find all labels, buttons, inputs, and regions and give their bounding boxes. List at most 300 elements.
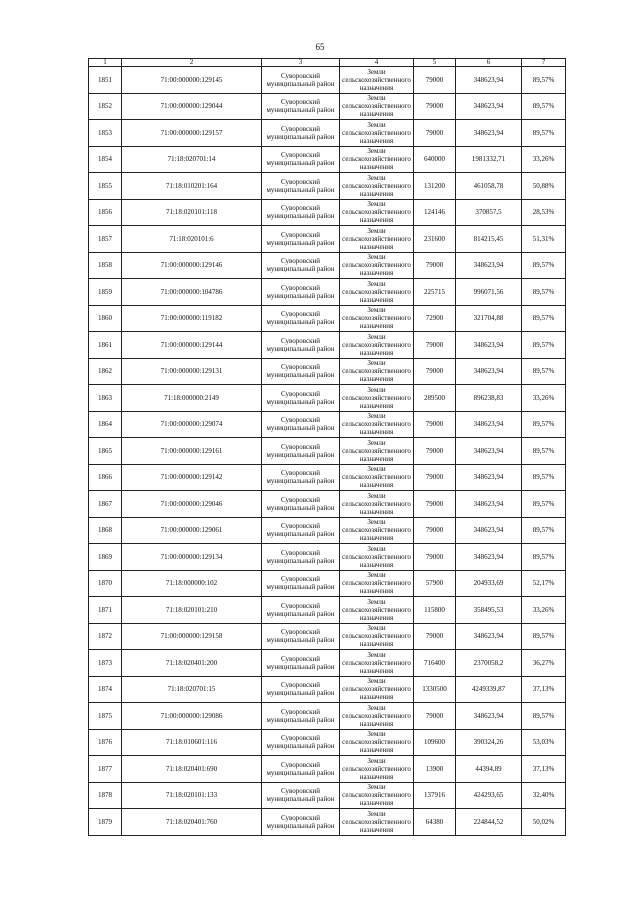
percentage-text: 37,13% [532,764,555,773]
cadastral-number-cell [122,67,262,94]
municipality-text: Суворовский муниципальный район [266,363,335,380]
percentage-text: 89,57% [532,420,555,429]
cadastral-value-cell [456,756,522,783]
land-category-text: Земли сельскохозяйственного назначения [342,385,411,410]
cadastral-value-text: 348623,94 [473,261,504,270]
land-category-text: Земли сельскохозяйственного назначения [342,730,411,755]
municipality-text: Суворовский муниципальный район [266,151,335,168]
cadastral-value-cell [456,676,522,703]
row-number-cell [89,782,122,809]
percentage-text: 37,13% [532,685,555,694]
cadastral-number-cell [122,597,262,624]
municipality-text: Суворовский муниципальный район [266,124,335,141]
cadastral-value-cell [456,623,522,650]
area-text: 79000 [425,367,444,376]
table-row [89,597,566,624]
percentage-text: 89,57% [532,632,555,641]
row-number-text: 1868 [98,526,112,535]
row-number-cell [89,676,122,703]
row-number-cell [89,517,122,544]
cadastral-number-text: 71:18:020101:6 [169,234,214,243]
municipality-text: Суворовский муниципальный район [266,495,335,512]
land-category-text: Земли сельскохозяйственного назначения [342,67,411,92]
cadastral-value-cell [456,703,522,730]
area-cell [414,332,456,359]
row-number-text: 1872 [98,632,112,641]
row-number-text: 1858 [98,261,112,270]
cadastral-value-text: 348623,94 [473,446,504,455]
cadastral-number-cell [122,199,262,226]
cadastral-value-cell [456,173,522,200]
cadastral-number-text: 71:00:000000:129134 [160,552,223,561]
table-row [89,676,566,703]
area-text: 137916 [424,791,445,800]
row-number-cell [89,623,122,650]
area-text: 131200 [424,181,445,190]
table-row [89,226,566,253]
land-category-text: Земли сельскохозяйственного назначения [342,173,411,198]
land-category-cell [340,279,414,306]
cadastral-number-text: 71:00:000000:129157 [160,128,223,137]
cadastral-value-text: 370857,5 [475,208,502,217]
percentage-cell [522,703,566,730]
cadastral-number-cell [122,438,262,465]
table-row [89,517,566,544]
row-number-cell [89,411,122,438]
municipality-text: Суворовский муниципальный район [266,442,335,459]
row-number-text: 1873 [98,658,112,667]
municipality-cell [262,120,340,147]
percentage-cell [522,597,566,624]
row-number-cell [89,385,122,412]
area-cell [414,729,456,756]
table-header-row [89,59,566,67]
table-row [89,93,566,120]
row-number-cell [89,226,122,253]
row-number-text: 1853 [98,128,112,137]
table-row [89,411,566,438]
column-header: 3 [262,59,340,67]
table-row [89,332,566,359]
table-row [89,544,566,571]
land-category-cell [340,252,414,279]
land-category-cell [340,756,414,783]
area-cell [414,570,456,597]
table-row [89,120,566,147]
row-number-text: 1870 [98,579,112,588]
percentage-text: 50,88% [532,181,555,190]
land-category-cell [340,544,414,571]
area-cell [414,199,456,226]
percentage-text: 89,57% [532,473,555,482]
table-row [89,650,566,677]
municipality-text: Суворовский муниципальный район [266,336,335,353]
table-row [89,703,566,730]
percentage-text: 89,57% [532,287,555,296]
area-text: 79000 [425,420,444,429]
row-number-cell [89,120,122,147]
land-category-cell [340,597,414,624]
area-text: 79000 [425,632,444,641]
row-number-text: 1866 [98,473,112,482]
cadastral-number-text: 71:00:000000:129044 [160,102,223,111]
table-row [89,385,566,412]
table-row [89,199,566,226]
area-text: 72900 [425,314,444,323]
cadastral-number-text: 71:18:010601:116 [165,738,218,747]
cadastral-number-text: 71:00:000000:129086 [160,711,223,720]
table-row [89,570,566,597]
cadastral-value-cell [456,438,522,465]
cadastral-value-text: 44394,89 [475,764,502,773]
cadastral-value-cell [456,411,522,438]
area-cell [414,782,456,809]
cadastral-value-cell [456,120,522,147]
land-category-text: Земли сельскохозяйственного назначения [342,518,411,543]
land-category-cell [340,332,414,359]
column-header: 5 [414,59,456,67]
row-number-cell [89,703,122,730]
cadastral-number-cell [122,146,262,173]
area-text: 225715 [424,287,445,296]
municipality-text: Суворовский муниципальный район [266,734,335,751]
cadastral-number-cell [122,729,262,756]
land-category-cell [340,146,414,173]
municipality-cell [262,756,340,783]
area-cell [414,491,456,518]
percentage-text: 89,57% [532,367,555,376]
cadastral-value-cell [456,809,522,836]
land-category-cell [340,67,414,94]
percentage-text: 89,57% [532,499,555,508]
percentage-text: 52,17% [532,579,555,588]
land-category-text: Земли сельскохозяйственного назначения [342,756,411,781]
cadastral-number-text: 71:00:000000:104786 [160,287,223,296]
cadastral-value-cell [456,597,522,624]
row-number-text: 1867 [98,499,112,508]
row-number-text: 1879 [98,817,112,826]
municipality-cell [262,597,340,624]
municipality-text: Суворовский муниципальный район [266,71,335,88]
cadastral-value-cell [456,332,522,359]
percentage-cell [522,438,566,465]
land-category-cell [340,464,414,491]
municipality-text: Суворовский муниципальный район [266,654,335,671]
cadastral-number-text: 71:18:020101:210 [165,605,218,614]
cadastral-value-cell [456,279,522,306]
row-number-text: 1861 [98,340,112,349]
land-category-cell [340,438,414,465]
cadastral-number-text: 71:18:020701:14 [167,155,216,164]
cadastral-value-cell [456,146,522,173]
land-category-text: Земли сельскохозяйственного назначения [342,597,411,622]
municipality-text: Суворовский муниципальный район [266,681,335,698]
cadastral-value-text: 348623,94 [473,367,504,376]
cadastral-number-text: 71:18:020101:118 [165,208,218,217]
land-category-cell [340,93,414,120]
cadastral-number-text: 71:18:000000:2149 [164,393,219,402]
cadastral-value-text: 348623,94 [473,632,504,641]
percentage-cell [522,491,566,518]
land-category-text: Земли сельскохозяйственного назначения [342,809,411,834]
table-row [89,358,566,385]
land-category-text: Земли сельскохозяйственного назначения [342,438,411,463]
municipality-cell [262,703,340,730]
cadastral-value-text: 224844,52 [473,817,504,826]
percentage-text: 89,57% [532,75,555,84]
area-cell [414,597,456,624]
cadastral-value-text: 390324,26 [473,738,504,747]
row-number-cell [89,597,122,624]
municipality-cell [262,252,340,279]
row-number-cell [89,570,122,597]
cadastral-number-text: 71:18:020401:690 [165,764,218,773]
area-cell [414,411,456,438]
percentage-cell [522,756,566,783]
percentage-text: 89,57% [532,128,555,137]
cadastral-value-cell [456,491,522,518]
land-category-cell [340,491,414,518]
percentage-cell [522,332,566,359]
municipality-cell [262,782,340,809]
land-category-cell [340,411,414,438]
percentage-text: 89,57% [532,261,555,270]
percentage-text: 28,53% [532,208,555,217]
row-number-text: 1855 [98,181,112,190]
percentage-cell [522,358,566,385]
municipality-text: Суворовский муниципальный район [266,601,335,618]
cadastral-number-text: 71:00:000000:129131 [160,367,223,376]
cadastral-number-text: 71:00:000000:129074 [160,420,223,429]
land-category-cell [340,305,414,332]
cadastral-number-cell [122,676,262,703]
cadastral-number-text: 71:00:000000:119182 [160,314,223,323]
row-number-text: 1864 [98,420,112,429]
area-text: 79000 [425,446,444,455]
municipality-text: Суворовский муниципальный район [266,813,335,830]
municipality-cell [262,332,340,359]
cadastral-value-text: 348623,94 [473,552,504,561]
land-category-cell [340,385,414,412]
cadastral-value-text: 348623,94 [473,711,504,720]
table-row [89,464,566,491]
municipality-text: Суворовский муниципальный район [266,416,335,433]
land-category-cell [340,173,414,200]
column-header: 1 [89,59,122,67]
row-number-cell [89,650,122,677]
land-category-cell [340,782,414,809]
area-cell [414,544,456,571]
land-category-cell [340,676,414,703]
land-category-cell [340,809,414,836]
table-row [89,809,566,836]
cadastral-value-text: 1981332,71 [471,155,506,164]
municipality-text: Суворовский муниципальный район [266,760,335,777]
area-text: 1330500 [422,685,447,694]
percentage-cell [522,93,566,120]
percentage-text: 89,57% [532,552,555,561]
municipality-text: Суворовский муниципальный район [266,787,335,804]
percentage-cell [522,544,566,571]
area-text: 115800 [424,605,445,614]
municipality-cell [262,809,340,836]
land-category-cell [340,623,414,650]
cadastral-value-text: 204933,69 [473,579,504,588]
area-text: 79000 [425,128,444,137]
cadastral-number-text: 71:18:020701:15 [167,685,216,694]
land-category-text: Земли сельскохозяйственного назначения [342,94,411,119]
cadastral-number-cell [122,703,262,730]
municipality-cell [262,517,340,544]
cadastral-number-cell [122,305,262,332]
table-row [89,305,566,332]
area-text: 79000 [425,526,444,535]
column-header: 6 [456,59,522,67]
cadastral-value-cell [456,729,522,756]
land-plots-table [88,58,566,836]
cadastral-value-cell [456,67,522,94]
cadastral-number-cell [122,93,262,120]
area-cell [414,305,456,332]
table-row [89,252,566,279]
row-number-cell [89,332,122,359]
area-cell [414,438,456,465]
area-cell [414,226,456,253]
land-category-text: Земли сельскохозяйственного назначения [342,200,411,225]
municipality-cell [262,650,340,677]
cadastral-value-text: 424293,65 [473,791,504,800]
municipality-text: Суворовский муниципальный район [266,628,335,645]
cadastral-value-text: 358495,53 [473,605,504,614]
cadastral-value-cell [456,570,522,597]
row-number-text: 1871 [98,605,112,614]
municipality-cell [262,305,340,332]
percentage-text: 33,26% [532,393,555,402]
percentage-cell [522,464,566,491]
cadastral-number-text: 71:18:010201:164 [165,181,218,190]
percentage-text: 32,40% [532,791,555,800]
cadastral-value-cell [456,517,522,544]
cadastral-number-text: 71:00:000000:129142 [160,473,223,482]
municipality-text: Суворовский муниципальный район [266,257,335,274]
land-category-cell [340,358,414,385]
area-text: 57900 [425,579,444,588]
row-number-cell [89,146,122,173]
land-category-text: Земли сельскохозяйственного назначения [342,465,411,490]
land-category-cell [340,570,414,597]
area-text: 640000 [424,155,445,164]
row-number-cell [89,491,122,518]
cadastral-number-cell [122,332,262,359]
area-cell [414,120,456,147]
municipality-text: Суворовский муниципальный район [266,707,335,724]
row-number-cell [89,464,122,491]
row-number-cell [89,438,122,465]
cadastral-value-cell [456,544,522,571]
row-number-cell [89,305,122,332]
table-row [89,782,566,809]
table-row [89,438,566,465]
cadastral-value-text: 348623,94 [473,340,504,349]
row-number-text: 1863 [98,393,112,402]
cadastral-value-cell [456,358,522,385]
municipality-cell [262,729,340,756]
land-category-text: Земли сельскохозяйственного назначения [342,783,411,808]
percentage-cell [522,252,566,279]
percentage-text: 89,57% [532,102,555,111]
cadastral-value-cell [456,385,522,412]
row-number-text: 1862 [98,367,112,376]
land-category-text: Земли сельскохозяйственного назначения [342,571,411,596]
cadastral-value-text: 348623,94 [473,420,504,429]
municipality-text: Суворовский муниципальный район [266,469,335,486]
area-text: 79000 [425,340,444,349]
percentage-cell [522,676,566,703]
land-category-cell [340,729,414,756]
row-number-text: 1854 [98,155,112,164]
cadastral-value-text: 348623,94 [473,526,504,535]
cadastral-number-cell [122,120,262,147]
area-text: 79000 [425,75,444,84]
column-header: 7 [522,59,566,67]
land-category-cell [340,199,414,226]
cadastral-value-cell [456,93,522,120]
land-category-text: Земли сельскохозяйственного назначения [342,650,411,675]
percentage-text: 89,57% [532,526,555,535]
municipality-cell [262,67,340,94]
cadastral-number-cell [122,279,262,306]
cadastral-number-text: 71:00:000000:129158 [160,632,223,641]
cadastral-number-cell [122,411,262,438]
cadastral-value-text: 348623,94 [473,499,504,508]
municipality-text: Суворовский муниципальный район [266,283,335,300]
table-row [89,491,566,518]
cadastral-number-text: 71:00:000000:129144 [160,340,223,349]
municipality-cell [262,279,340,306]
land-category-text: Земли сельскохозяйственного назначения [342,359,411,384]
row-number-cell [89,729,122,756]
row-number-text: 1877 [98,764,112,773]
page-number: 65 [315,42,325,52]
cadastral-value-cell [456,782,522,809]
cadastral-number-cell [122,385,262,412]
cadastral-value-text: 348623,94 [473,75,504,84]
area-text: 79000 [425,473,444,482]
land-category-text: Земли сельскохозяйственного назначения [342,624,411,649]
cadastral-value-cell [456,650,522,677]
area-cell [414,809,456,836]
percentage-text: 36,27% [532,658,555,667]
row-number-cell [89,279,122,306]
percentage-text: 33,26% [532,155,555,164]
cadastral-number-text: 71:18:000000:102 [165,579,218,588]
row-number-cell [89,199,122,226]
percentage-cell [522,809,566,836]
cadastral-number-text: 71:00:000000:129145 [160,75,223,84]
municipality-cell [262,570,340,597]
cadastral-value-cell [456,226,522,253]
percentage-cell [522,570,566,597]
table-row [89,173,566,200]
municipality-cell [262,676,340,703]
cadastral-value-cell [456,199,522,226]
land-category-cell [340,703,414,730]
row-number-cell [89,252,122,279]
percentage-cell [522,279,566,306]
row-number-cell [89,544,122,571]
area-text: 79000 [425,711,444,720]
area-cell [414,358,456,385]
